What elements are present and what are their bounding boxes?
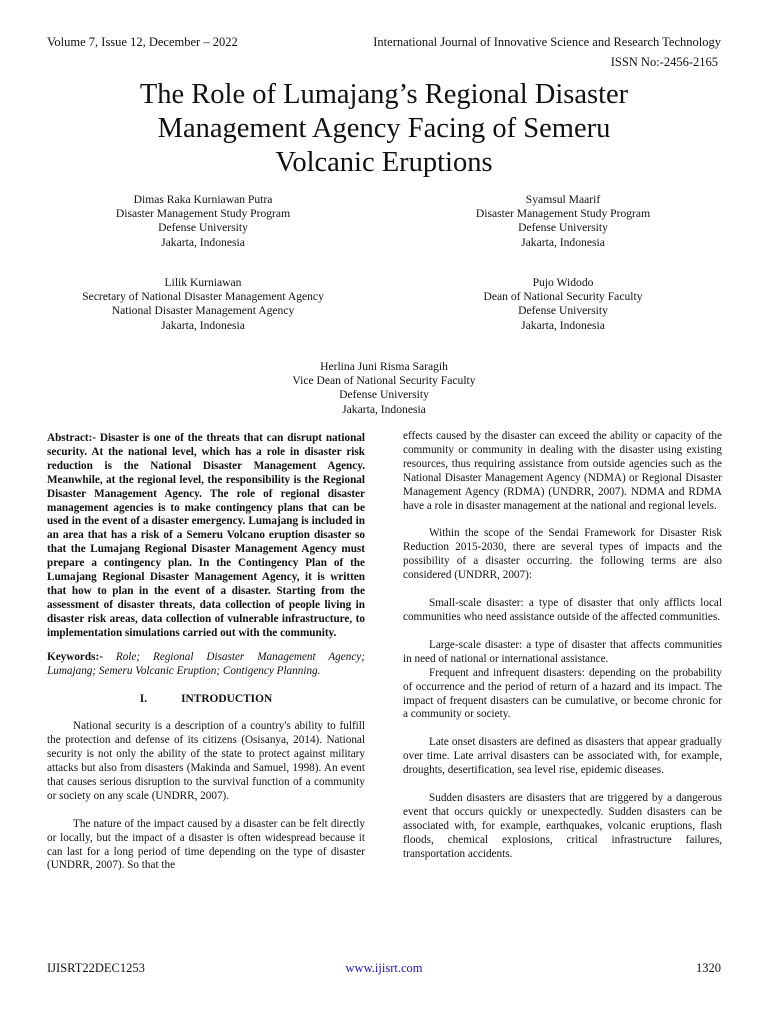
section-title: INTRODUCTION — [181, 693, 273, 706]
author-affiliation: Defense University — [339, 388, 429, 402]
author-name: Syamsul Maarif — [525, 193, 601, 206]
author-name: Pujo Widodo — [532, 276, 594, 289]
body-paragraph: The nature of the impact caused by a disaster can be felt directly or locally, but the impact of a disaster is often widespread because it can last for a long period of time depending on the type of disaster (UNDRR, 2007). So that the — [47, 817, 365, 872]
author-affiliation: Vice Dean of National Security Faculty — [292, 374, 476, 388]
right-column — [403, 430, 722, 862]
footer-website-link[interactable]: www.ijisrt.com — [345, 961, 423, 975]
body-paragraph: Frequent and infrequent disasters: depending on the probability of occurrence and the period of return of a hazard and its impact. The impact of frequent disasters can be cumulative, or become chronic for a community or society. — [403, 666, 722, 721]
author-block — [413, 193, 713, 250]
body-paragraph: Sudden disasters are disasters that are triggered by a dangerous event that occurs quickly or unexpectedly. Sudden disasters can be associated with, for example, earthquakes, volcanic eruptions, flash floods, chemical explosions, critical infrastructure failures, transportation accidents. — [403, 792, 722, 860]
author-location: Jakarta, Indonesia — [342, 402, 426, 416]
author-affiliation: Disaster Management Study Program — [475, 207, 651, 221]
footer-paper-code: IJISRT22DEC1253 — [47, 961, 145, 975]
paper-title — [60, 78, 708, 180]
header-journal: International Journal of Innovative Science and Research Technology — [373, 35, 721, 49]
author-location: Jakarta, Indonesia — [161, 318, 245, 332]
author-location: Jakarta, Indonesia — [161, 235, 245, 249]
author-affiliation: Secretary of National Disaster Management Agency — [82, 290, 324, 304]
section-heading — [47, 693, 365, 707]
author-name: Lilik Kurniawan — [164, 276, 242, 289]
author-affiliation: Defense University — [158, 221, 248, 235]
title-line: Volcanic Eruptions — [275, 147, 493, 178]
footer-page-number: 1320 — [696, 961, 721, 975]
author-name: Dimas Raka Kurniawan Putra — [133, 193, 273, 206]
author-block — [53, 193, 353, 250]
body-paragraph: Large-scale disaster: a type of disaster that affects communities in need of national or international assistance. — [403, 638, 722, 665]
body-paragraph: Within the scope of the Sendai Framework for Disaster Risk Reduction 2015-2030, there are several types of impacts and the possibility of a disaster occurring. the following terms are also considered (UNDRR, 2007): — [403, 527, 722, 582]
left-column — [47, 432, 365, 873]
author-affiliation: Dean of National Security Faculty — [483, 290, 643, 304]
keywords-label: Keywords:- — [47, 650, 103, 663]
author-block — [48, 276, 358, 333]
title-line: Management Agency Facing of Semeru — [157, 113, 611, 144]
author-affiliation: Disaster Management Study Program — [115, 207, 291, 221]
author-affiliation: Defense University — [518, 221, 608, 235]
header-issn: ISSN No:-2456-2165 — [610, 55, 718, 69]
author-name: Herlina Juni Risma Saragih — [320, 360, 448, 373]
header-volume: Volume 7, Issue 12, December – 2022 — [47, 35, 238, 49]
body-paragraph: Small-scale disaster: a type of disaster that only afflicts local communities who need assistance outside of the affected communities. — [403, 597, 722, 623]
body-paragraph: effects caused by the disaster can exceed the ability or capacity of the community or community in dealing with the disaster using existing resources, thus requiring assistance from outside agencies such as the National Disaster Management Agency (NDMA) or Regional Disaster Management Agency (RDMA) (UNDRR, 2007). NDMA and RDMA have a role in disaster management at the national and regional levels. — [403, 430, 722, 512]
author-location: Jakarta, Indonesia — [521, 235, 605, 249]
author-affiliation: National Disaster Management Agency — [111, 304, 295, 318]
author-block — [413, 276, 713, 333]
body-paragraph: Late onset disasters are defined as disasters that appear gradually over time. Late arrival disasters can be associated with, for example, droughts, desertification, sea level rise, epidemic diseases. — [403, 736, 722, 777]
author-block — [234, 360, 534, 417]
abstract: Abstract:- Disaster is one of the threats that can disrupt national security. At the national level, which has a role in disaster risk reduction is the National Disaster Management Agency. Meanwhile, at the regional level, the responsibility is the Regional Disaster Management Agency. The role of regional disaster management agencies is to make contingency plans that can be used in the event of a disaster emergency. Lumajang is included in an area that has a risk of a Semeru Volcano eruption disaster so that the Lumajang Regional Disaster Management Agency must prepare a contingency plan. In the Contingency Plan of the Lumajang Regional Disaster Management Agency, it is written that how to plan in the event of a disaster. Starting from the assessment of disaster threats, data collection of people living in disaster risk areas, data collection of vulnerable infrastructure, to implementation simulations carried out with the community. — [47, 432, 365, 639]
body-paragraph: National security is a description of a country's ability to fulfill the protection and defense of its citizens (Osisanya, 2014). National security is not only the ability of the state to protect against military attacks but also from disasters (Makinda and Samuel, 1998). An event that causes serious disruption to the survival function of a community or society on any scale (UNDRR, 2007). — [47, 720, 365, 802]
keywords-text: Role; Regional Disaster Management Agency; Lumajang; Semeru Volcanic Eruption; Contigency Planning. — [47, 650, 365, 677]
keywords — [47, 651, 365, 679]
title-line: The Role of Lumajang’s Regional Disaster — [139, 79, 629, 110]
author-location: Jakarta, Indonesia — [521, 318, 605, 332]
footer-website-wrapper — [0, 961, 768, 976]
section-number: I. — [139, 693, 148, 706]
author-affiliation: Defense University — [518, 304, 608, 318]
